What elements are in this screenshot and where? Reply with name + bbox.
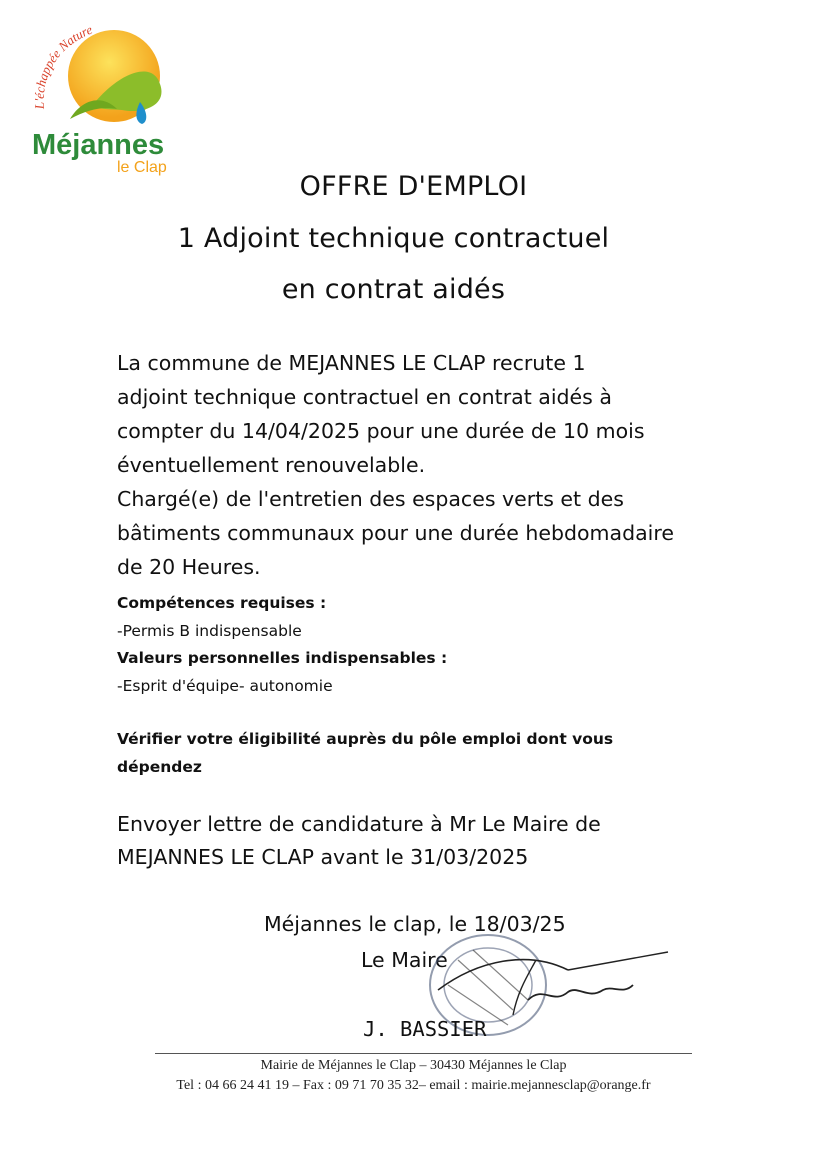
signature-place-date: Méjannes le clap, le 18/03/25 — [264, 912, 566, 936]
body-line: bâtiments communaux pour une durée hebdomadaire — [117, 521, 674, 545]
job-description — [117, 346, 757, 584]
mejannes-logo — [22, 14, 192, 184]
eligibility-note — [117, 726, 757, 781]
logo-subname: le Clap — [117, 159, 167, 176]
footer-address: Mairie de Méjannes le Clap – 30430 Méjannes le Clap — [260, 1058, 567, 1073]
valeurs-label: Valeurs personnelles indispensables : — [117, 649, 448, 667]
signature-role: Le Maire — [361, 948, 448, 972]
body-line: de 20 Heures. — [117, 555, 261, 579]
logo-name: Méjannes — [32, 129, 165, 161]
title-line-1: OFFRE D'EMPLOI — [299, 171, 528, 202]
footer-contact: Tel : 04 66 24 41 19 – Fax : 09 71 70 35 32– email : mairie.mejannesclap@orange.fr — [176, 1078, 651, 1093]
requirements — [117, 590, 757, 700]
signature-name: J. BASSIER — [363, 1017, 487, 1041]
title-line-2: 1 Adjoint technique contractuel — [177, 223, 610, 254]
competences-item: -Permis B indispensable — [117, 621, 302, 640]
footer-divider — [155, 1053, 692, 1054]
application-line: Envoyer lettre de candidature à Mr Le Maire de — [117, 812, 601, 836]
competences-label: Compétences requises : — [117, 594, 327, 612]
eligibility-line: Vérifier votre éligibilité auprès du pôle emploi dont vous — [117, 730, 614, 748]
valeurs-item: -Esprit d'équipe- autonomie — [117, 676, 333, 695]
title-line-3: en contrat aidés — [281, 274, 506, 305]
application-instructions — [117, 808, 757, 874]
body-line: La commune de MEJANNES LE CLAP recrute 1 — [117, 351, 586, 375]
body-line: Chargé(e) de l'entretien des espaces verts et des — [117, 487, 624, 511]
eligibility-line: dépendez — [117, 757, 202, 776]
application-line: MEJANNES LE CLAP avant le 31/03/2025 — [117, 845, 529, 869]
body-line: adjoint technique contractuel en contrat aidés à — [117, 385, 612, 409]
logo-tagline: L'échappée Nature — [31, 21, 95, 110]
body-line: éventuellement renouvelable. — [117, 453, 426, 477]
body-line: compter du 14/04/2025 pour une durée de 10 mois — [117, 419, 645, 443]
